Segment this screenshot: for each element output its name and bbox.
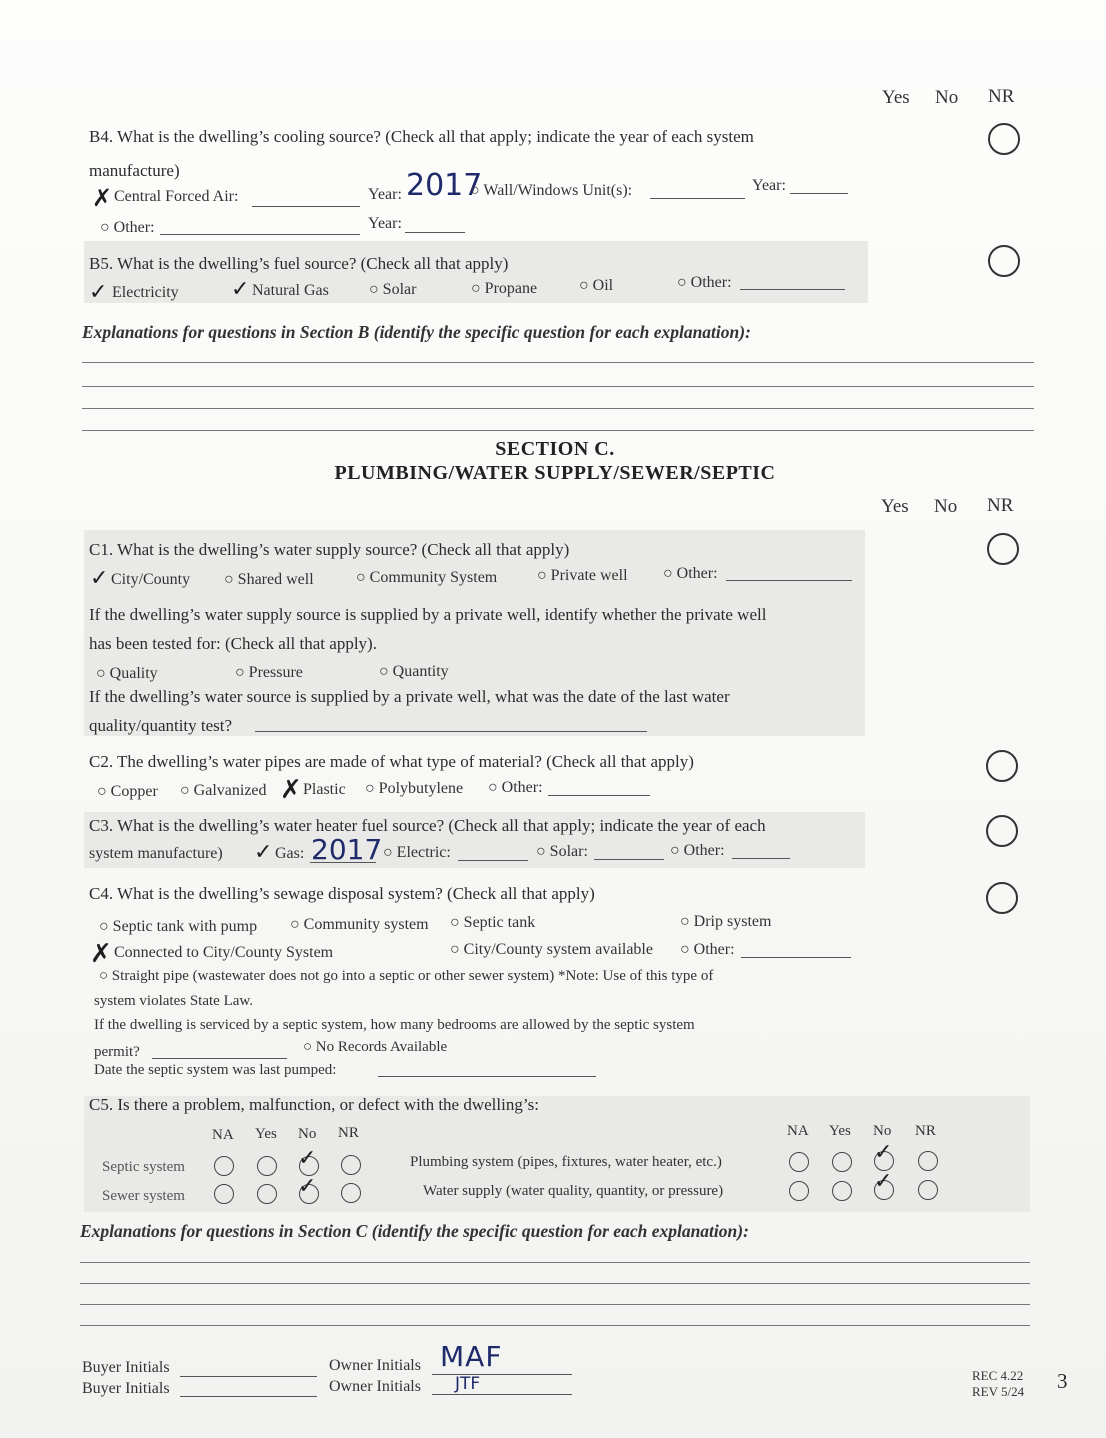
c5-right-col-na: NA — [787, 1123, 809, 1139]
c1-pressure: ○ Pressure — [235, 664, 303, 681]
c5-septic-yes-radio[interactable] — [257, 1156, 277, 1176]
expl-c-line3[interactable] — [80, 1304, 1030, 1305]
c4-connected: Connected to City/County System — [114, 944, 334, 961]
c5-plumbing-label: Plumbing system (pipes, fixtures, water heater, etc.) — [410, 1154, 722, 1170]
c1-test-text2: quality/quantity test? — [89, 716, 233, 735]
c5-water-na-radio[interactable] — [789, 1181, 809, 1201]
owner-initials-2-line[interactable] — [432, 1394, 572, 1395]
header-nr: NR — [988, 86, 1015, 107]
c4-connected-check-icon[interactable]: ✗ — [90, 939, 112, 969]
expl-b-label: Explanations for questions in Section B (identify the specific question for each explanation): — [82, 322, 751, 342]
section-c-title: SECTION C. — [495, 438, 615, 460]
c4-septic-tank: ○ Septic tank — [450, 914, 536, 931]
c4-community: ○ Community system — [290, 916, 429, 933]
c1-test-text1: If the dwelling’s water source is supplied by a private well, what was the date of the last water — [89, 687, 730, 706]
b4-year-label2: Year: — [752, 177, 786, 194]
c5-sewer-yes-radio[interactable] — [257, 1184, 277, 1204]
b4-other: ○ Other: — [100, 219, 155, 236]
expl-b-line2[interactable] — [82, 386, 1034, 387]
c3-nr-circle[interactable] — [986, 815, 1018, 847]
page-number: 3 — [1057, 1369, 1068, 1393]
c3-question: C3. What is the dwelling’s water heater fuel source? (Check all that apply; indicate the year of each — [89, 816, 766, 835]
b5-electricity: Electricity — [112, 284, 179, 301]
c1-city-county: City/County — [111, 571, 191, 588]
c2-other: ○ Other: — [488, 779, 543, 796]
b5-solar: ○ Solar — [369, 281, 417, 298]
expl-c-line1[interactable] — [80, 1262, 1030, 1263]
c5-plumbing-no-check-icon: ✓ — [874, 1140, 893, 1165]
c5-septic-label: Septic system — [102, 1159, 185, 1175]
c4-drip: ○ Drip system — [680, 913, 772, 930]
expl-b-line3[interactable] — [82, 408, 1034, 409]
header-yes: Yes — [882, 87, 910, 108]
form-rec-code: REC 4.22 — [972, 1368, 1024, 1383]
c4-question: C4. What is the dwelling’s sewage disposal system? (Check all that apply) — [89, 884, 595, 903]
c2-plastic-check-icon[interactable]: ✗ — [280, 775, 302, 805]
c2-galvanized: ○ Galvanized — [180, 782, 267, 799]
c5-water-label: Water supply (water quality, quantity, or pressure) — [423, 1183, 724, 1199]
b5-natural-gas: Natural Gas — [252, 282, 329, 299]
c3-electric: ○ Electric: — [383, 844, 451, 861]
c5-plumbing-na-radio[interactable] — [789, 1152, 809, 1172]
c1-community-system: ○ Community System — [356, 569, 498, 586]
b5-propane: ○ Propane — [471, 280, 538, 297]
b4-wall-windows: ○ Wall/Windows Unit(s): — [470, 182, 633, 199]
owner-initials-1-signature: MAF — [440, 1340, 503, 1373]
b5-nr-circle[interactable] — [988, 245, 1020, 277]
b4-question-cont: manufacture) — [89, 161, 180, 180]
c3-gas-year[interactable]: 2017 — [311, 833, 383, 866]
b4-question: B4. What is the dwelling’s cooling source? (Check all that apply; indicate the year of each system — [89, 127, 754, 146]
buyer-initials-1: Buyer Initials — [82, 1359, 170, 1376]
owner-initials-2: Owner Initials — [329, 1378, 421, 1395]
c1-other: ○ Other: — [663, 565, 718, 582]
c3-other-line — [732, 858, 790, 859]
c1-nr-circle[interactable] — [987, 533, 1019, 565]
c5-septic-na-radio[interactable] — [214, 1156, 234, 1176]
c1-quality: ○ Quality — [96, 665, 158, 682]
c5-left-col-no: No — [298, 1126, 317, 1142]
c1-private-well: ○ Private well — [537, 567, 628, 584]
c5-right-col-yes: Yes — [829, 1123, 851, 1139]
c5-septic-nr-radio[interactable] — [341, 1155, 361, 1175]
c4-bedrooms-line — [152, 1058, 287, 1059]
c1-quantity: ○ Quantity — [379, 663, 449, 680]
b4-year2-line — [790, 193, 848, 194]
expl-c-label: Explanations for questions in Section C (identify the specific question for each explanation): — [80, 1221, 749, 1241]
form-rev-code: REV 5/24 — [972, 1384, 1025, 1399]
c5-septic-no-check-icon: ✓ — [298, 1146, 317, 1171]
c4-other: ○ Other: — [680, 941, 735, 958]
b4-year-label: Year: — [368, 186, 402, 203]
c5-left-col-na: NA — [212, 1127, 234, 1143]
c5-right-col-no: No — [873, 1123, 892, 1139]
c2-question: C2. The dwelling’s water pipes are made of what type of material? (Check all that apply) — [89, 752, 694, 771]
c4-bedrooms1: If the dwelling is serviced by a septic system, how many bedrooms are allowed by the septic system — [94, 1017, 695, 1033]
c5-sewer-na-radio[interactable] — [214, 1184, 234, 1204]
expl-c-line4[interactable] — [80, 1325, 1030, 1326]
c3-other: ○ Other: — [670, 842, 725, 859]
b5-question: B5. What is the dwelling’s fuel source? (Check all that apply) — [89, 254, 509, 273]
c5-sewer-nr-radio[interactable] — [341, 1183, 361, 1203]
c4-septic-pump: ○ Septic tank with pump — [99, 918, 258, 935]
c4-straight2: system violates State Law. — [94, 993, 253, 1009]
b4-other-line — [160, 234, 360, 235]
c5-plumbing-yes-radio[interactable] — [832, 1152, 852, 1172]
b4-central-forced-air: Central Forced Air: — [114, 188, 239, 205]
c1-city-check-icon[interactable]: ✓ — [90, 566, 109, 591]
c1-test-line — [255, 731, 647, 732]
owner-initials-1: Owner Initials — [329, 1357, 421, 1374]
c3-gas-line — [310, 862, 376, 863]
b4-year-label3: Year: — [368, 215, 402, 232]
c4-available: ○ City/County system available — [450, 941, 653, 958]
b4-wall-line — [650, 198, 745, 199]
c3-question-cont: system manufacture) — [89, 845, 223, 862]
c2-copper: ○ Copper — [97, 783, 158, 800]
b4-central-line — [252, 206, 360, 207]
c1-well-text1: If the dwelling’s water supply source is supplied by a private well, identify whether the private well — [89, 605, 767, 624]
b5-other: ○ Other: — [677, 274, 732, 291]
b4-year-value[interactable]: 2017 — [406, 168, 483, 203]
c2-other-line — [548, 795, 650, 796]
mid-header-no: No — [934, 496, 958, 517]
header-no: No — [935, 87, 959, 108]
c5-right-col-nr: NR — [915, 1123, 936, 1139]
c3-solar: ○ Solar: — [536, 843, 588, 860]
c4-no-records: ○ No Records Available — [303, 1039, 448, 1055]
c1-question: C1. What is the dwelling’s water supply source? (Check all that apply) — [89, 540, 570, 559]
b5-electricity-check-icon[interactable]: ✓ — [89, 280, 108, 305]
expl-b-line1[interactable] — [82, 362, 1034, 363]
c5-water-no-check-icon: ✓ — [874, 1169, 893, 1194]
section-c-subtitle: PLUMBING/WATER SUPPLY/SEWER/SEPTIC — [334, 462, 776, 484]
expl-c-line2[interactable] — [80, 1283, 1030, 1284]
c3-solar-line — [594, 859, 664, 860]
expl-b-line4[interactable] — [82, 430, 1034, 431]
mid-header-nr: NR — [987, 495, 1014, 516]
c1-well-text2: has been tested for: (Check all that apply). — [89, 634, 377, 653]
c5-sewer-label: Sewer system — [102, 1188, 185, 1204]
c4-pumped-line — [378, 1076, 596, 1077]
c5-left-col-yes: Yes — [255, 1126, 277, 1142]
c1-shared-well: ○ Shared well — [224, 571, 314, 588]
c5-water-nr-radio[interactable] — [918, 1180, 938, 1200]
c4-straight1: ○ Straight pipe (wastewater does not go into a septic or other sewer system) *Note: Use of this type of — [99, 968, 714, 984]
c3-gas: Gas: — [275, 845, 305, 862]
c5-water-yes-radio[interactable] — [832, 1181, 852, 1201]
c5-left-col-nr: NR — [338, 1125, 359, 1141]
owner-initials-1-line[interactable] — [432, 1374, 572, 1375]
c4-bedrooms2: permit? — [94, 1044, 140, 1060]
mid-header-yes: Yes — [881, 496, 909, 517]
buyer-initials-2: Buyer Initials — [82, 1380, 170, 1397]
b5-other-line — [740, 289, 845, 290]
c1-other-line — [726, 580, 852, 581]
c3-electric-line — [458, 860, 528, 861]
c2-plastic: Plastic — [303, 781, 346, 798]
b5-natural-gas-check-icon[interactable]: ✓ — [231, 277, 250, 302]
c4-pumped: Date the septic system was last pumped: — [94, 1062, 337, 1078]
c5-plumbing-nr-radio[interactable] — [918, 1151, 938, 1171]
owner-initials-2-signature: JTF — [455, 1374, 481, 1394]
b4-year3-line — [405, 232, 465, 233]
c3-gas-check-icon[interactable]: ✓ — [254, 840, 273, 865]
c4-nr-circle[interactable] — [986, 882, 1018, 914]
b4-central-check-icon[interactable]: ✗ — [92, 184, 113, 212]
b4-nr-circle[interactable] — [988, 123, 1020, 155]
c2-nr-circle[interactable] — [986, 750, 1018, 782]
c5-question: C5. Is there a problem, malfunction, or defect with the dwelling’s: — [89, 1095, 539, 1114]
c5-sewer-no-check-icon: ✓ — [298, 1174, 317, 1199]
b5-oil: ○ Oil — [579, 277, 614, 294]
c2-polybutylene: ○ Polybutylene — [365, 780, 464, 797]
buyer-initials-2-line[interactable] — [180, 1396, 317, 1397]
c4-other-line — [741, 957, 851, 958]
buyer-initials-1-line[interactable] — [180, 1376, 317, 1377]
